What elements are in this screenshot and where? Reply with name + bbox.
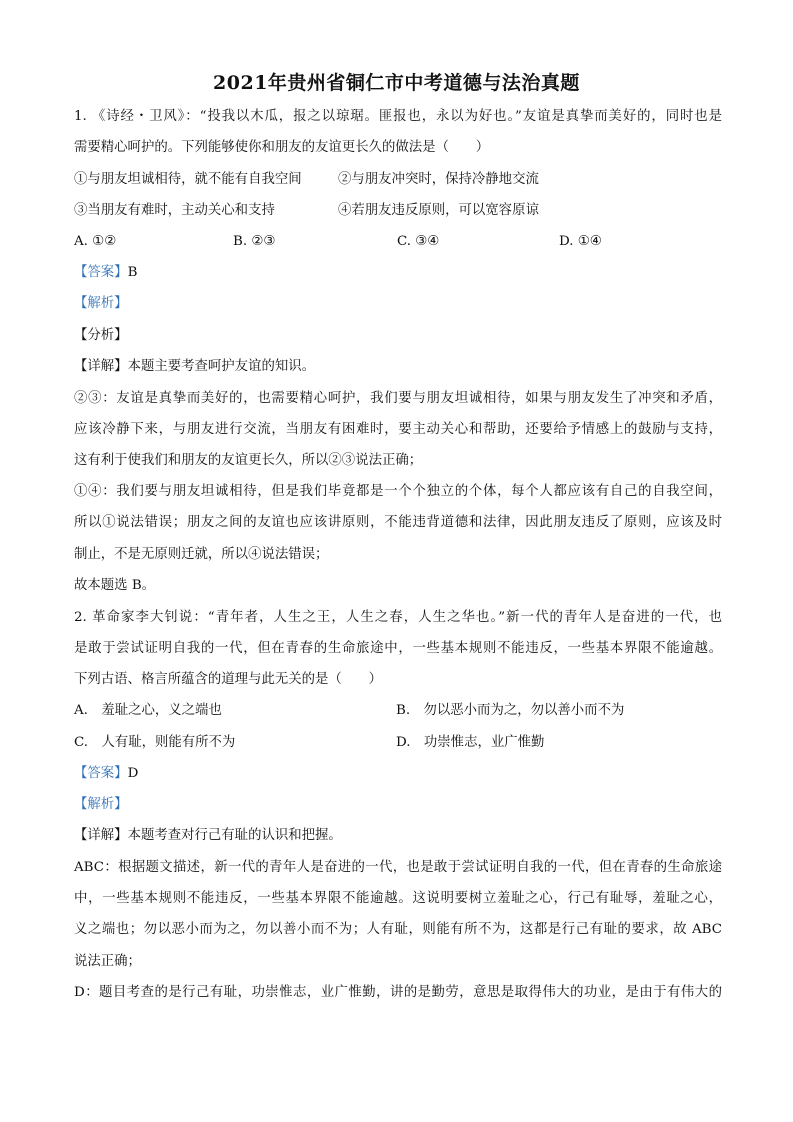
q1-fenxi-label: 【分析】 xyxy=(74,328,128,343)
page-title: 2021年贵州省铜仁市中考道德与法治真题 xyxy=(213,72,580,94)
q2-stem-line-2: 是敢于尝试证明自我的一代，但在青春的生命旅途中，一些基本规则不能违反，一些基本界限不能逾越。 xyxy=(74,641,722,656)
q1-answer xyxy=(74,263,137,283)
q1-stem-line-2: 需要精心呵护的。下列能够使你和朋友的友谊更长久的做法是（ ） xyxy=(74,140,490,155)
q1-choice-b: B. ②③ xyxy=(233,234,276,249)
q2-explanation-line-5: D：题目考查的是行己有耻，功崇惟志，业广惟勤，讲的是勤劳，意思是取得伟大的功业，是由于有伟大的 xyxy=(74,985,722,1000)
q1-explanation-line-6: 制止，不是无原则迁就，所以④说法错误； xyxy=(74,547,329,562)
q2-explanation-line-4: 说法正确； xyxy=(74,954,141,969)
q1-explanation-line-4: ①④：我们要与朋友坦诚相待，但是我们毕竟都是一个个独立的个体，每个人都应该有自己的自我空间， xyxy=(74,484,722,499)
q1-analysis-label: 【解析】 xyxy=(74,296,128,311)
q2-detail-label: 【详解】 xyxy=(74,828,128,843)
q1-choice-c: C. ③④ xyxy=(397,234,440,249)
q1-choice-a: A. ①② xyxy=(74,234,117,249)
q2-explanation-line-2: 中，一些基本规则不能违反，一些基本界限不能逾越。这说明要树立羞耻之心，行己有耻辱，羞耻之心， xyxy=(74,891,722,906)
q2-detail-text: 本题考查对行己有耻的认识和把握。 xyxy=(127,828,342,843)
q1-option-4: ④若朋友违反原则，可以宽容原谅 xyxy=(338,203,539,218)
q2-choice-c: C. 人有耻，则能有所不为 xyxy=(74,735,236,750)
q2-stem-line-1: 2. 革命家李大钊说：“青年者，人生之王，人生之春，人生之华也。”新一代的青年人是奋进的一代，也 xyxy=(74,610,722,625)
q1-answer-label: 【答案】 xyxy=(74,265,128,280)
q1-conclusion: 故本题选 B。 xyxy=(74,578,156,593)
q2-choice-b: B. 勿以恶小而为之，勿以善小而不为 xyxy=(396,703,625,718)
q1-detail-label: 【详解】 xyxy=(74,359,128,374)
q1-option-3: ③当朋友有难时，主动关心和支持 xyxy=(74,203,275,218)
q2-analysis-label: 【解析】 xyxy=(74,797,128,812)
q2-explanation-line-1: ABC：根据题文描述，新一代的青年人是奋进的一代，也是敢于尝试证明自我的一代，但在青春的生命旅途 xyxy=(74,860,722,875)
q2-answer-label: 【答案】 xyxy=(74,766,128,781)
q2-detail xyxy=(74,826,342,846)
q1-detail-text: 本题主要考查呵护友谊的知识。 xyxy=(127,359,316,374)
q2-choice-a: A. 羞耻之心，义之端也 xyxy=(74,703,222,718)
q1-answer-value: B xyxy=(127,265,138,280)
q1-option-1: ①与朋友坦诚相待，就不能有自我空间 xyxy=(74,172,302,187)
q1-stem-line-1: 1. 《诗经・卫风》：“投我以木瓜，报之以琼琚。匪报也，永以为好也。”友谊是真挚而美好的，同时也是 xyxy=(74,109,722,124)
q1-explanation-line-5: 所以①说法错误；朋友之间的友谊也应该讲原则，不能违背道德和法律，因此朋友违反了原则，应该及时 xyxy=(74,515,722,530)
q2-stem-line-3: 下列古语、格言所蕴含的道理与此无关的是（ ） xyxy=(74,672,382,687)
q1-choice-d: D. ①④ xyxy=(559,234,602,249)
q1-detail xyxy=(74,357,315,377)
q2-explanation-line-3: 义之端也；勿以恶小而为之，勿以善小而不为；人有耻，则能有所不为，这都是行己有耻的要求，故 ABC xyxy=(74,922,722,937)
q1-explanation-line-2: 应该冷静下来，与朋友进行交流，当朋友有困难时，要主动关心和帮助，还要给予情感上的鼓励与支持， xyxy=(74,422,722,437)
q2-answer-value: D xyxy=(127,766,139,781)
q2-choice-d: D. 功崇惟志，业广惟勤 xyxy=(396,735,545,750)
q1-explanation-line-1: ②③：友谊是真挚而美好的，也需要精心呵护，我们要与朋友坦诚相待，如果与朋友发生了冲突和矛盾， xyxy=(74,391,722,406)
q1-option-2: ②与朋友冲突时，保持冷静地交流 xyxy=(338,172,539,187)
q2-answer xyxy=(74,764,138,784)
q1-explanation-line-3: 这有利于使我们和朋友的友谊更长久，所以②③说法正确； xyxy=(74,453,423,468)
